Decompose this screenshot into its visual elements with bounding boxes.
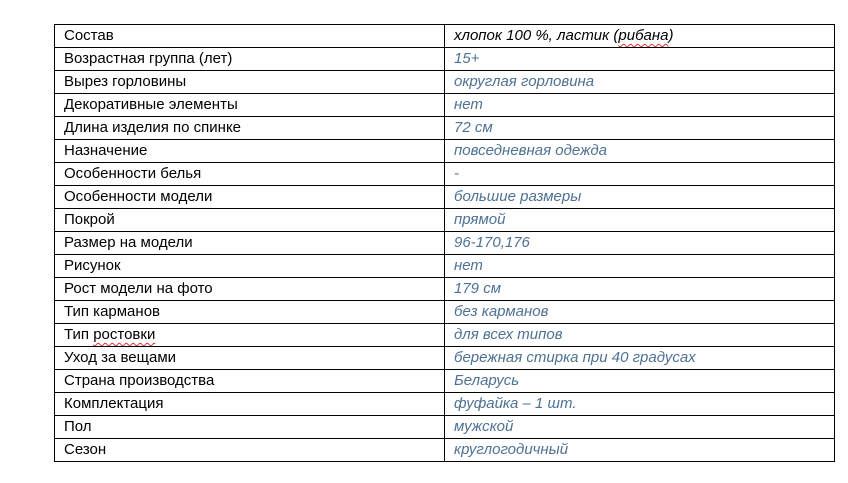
spec-value: повседневная одежда — [445, 140, 835, 163]
spellcheck-flagged-word: ростовки — [93, 326, 156, 343]
table-row — [55, 324, 835, 347]
spec-key: Назначение — [55, 140, 445, 163]
spec-value: нет — [445, 94, 835, 117]
spec-value: - — [445, 163, 835, 186]
spec-key: Длина изделия по спинке — [55, 117, 445, 140]
table-row — [55, 25, 835, 48]
spec-value: круглогодичный — [445, 439, 835, 462]
table-row — [55, 209, 835, 232]
spec-value: большие размеры — [445, 186, 835, 209]
table-row — [55, 140, 835, 163]
table-row — [55, 232, 835, 255]
spec-key: Вырез горловины — [55, 71, 445, 94]
table-row — [55, 94, 835, 117]
spec-key: Рост модели на фото — [55, 278, 445, 301]
spec-key: Страна производства — [55, 370, 445, 393]
spec-key: Комплектация — [55, 393, 445, 416]
spec-key: Пол — [55, 416, 445, 439]
spec-key: Декоративные элементы — [55, 94, 445, 117]
spec-key: Состав — [55, 25, 445, 48]
table-row — [55, 48, 835, 71]
table-row — [55, 370, 835, 393]
table-row — [55, 117, 835, 140]
spec-key: Особенности модели — [55, 186, 445, 209]
spec-key: Сезон — [55, 439, 445, 462]
table-row — [55, 416, 835, 439]
spec-value: округлая горловина — [445, 71, 835, 94]
spec-key: Рисунок — [55, 255, 445, 278]
table-row — [55, 301, 835, 324]
spec-value-text: ) — [668, 27, 674, 44]
spec-value: прямой — [445, 209, 835, 232]
table-row — [55, 393, 835, 416]
spec-key-text: Тип — [64, 326, 94, 343]
spec-value: мужской — [445, 416, 835, 439]
spec-key — [55, 324, 445, 347]
spec-key: Уход за вещами — [55, 347, 445, 370]
table-row — [55, 278, 835, 301]
table-row — [55, 347, 835, 370]
spec-value-text: хлопок 100 %, ластик ( — [454, 27, 619, 44]
spec-key: Тип карманов — [55, 301, 445, 324]
spec-value: 96-170,176 — [445, 232, 835, 255]
spec-key: Особенности белья — [55, 163, 445, 186]
spec-value: 15+ — [445, 48, 835, 71]
spec-value: Беларусь — [445, 370, 835, 393]
spellcheck-flagged-word: рибана — [618, 27, 669, 44]
table-row — [55, 186, 835, 209]
spec-value: без карманов — [445, 301, 835, 324]
table-row — [55, 255, 835, 278]
spec-key: Покрой — [55, 209, 445, 232]
spec-value: нет — [445, 255, 835, 278]
spec-value: для всех типов — [445, 324, 835, 347]
table-row — [55, 439, 835, 462]
product-spec-table — [54, 24, 835, 462]
table-row — [55, 71, 835, 94]
spec-value: фуфайка – 1 шт. — [445, 393, 835, 416]
spec-key: Возрастная группа (лет) — [55, 48, 445, 71]
spec-value — [445, 25, 835, 48]
spec-value: бережная стирка при 40 градусах — [445, 347, 835, 370]
spec-value: 179 см — [445, 278, 835, 301]
spec-value: 72 см — [445, 117, 835, 140]
spec-key: Размер на модели — [55, 232, 445, 255]
table-row — [55, 163, 835, 186]
